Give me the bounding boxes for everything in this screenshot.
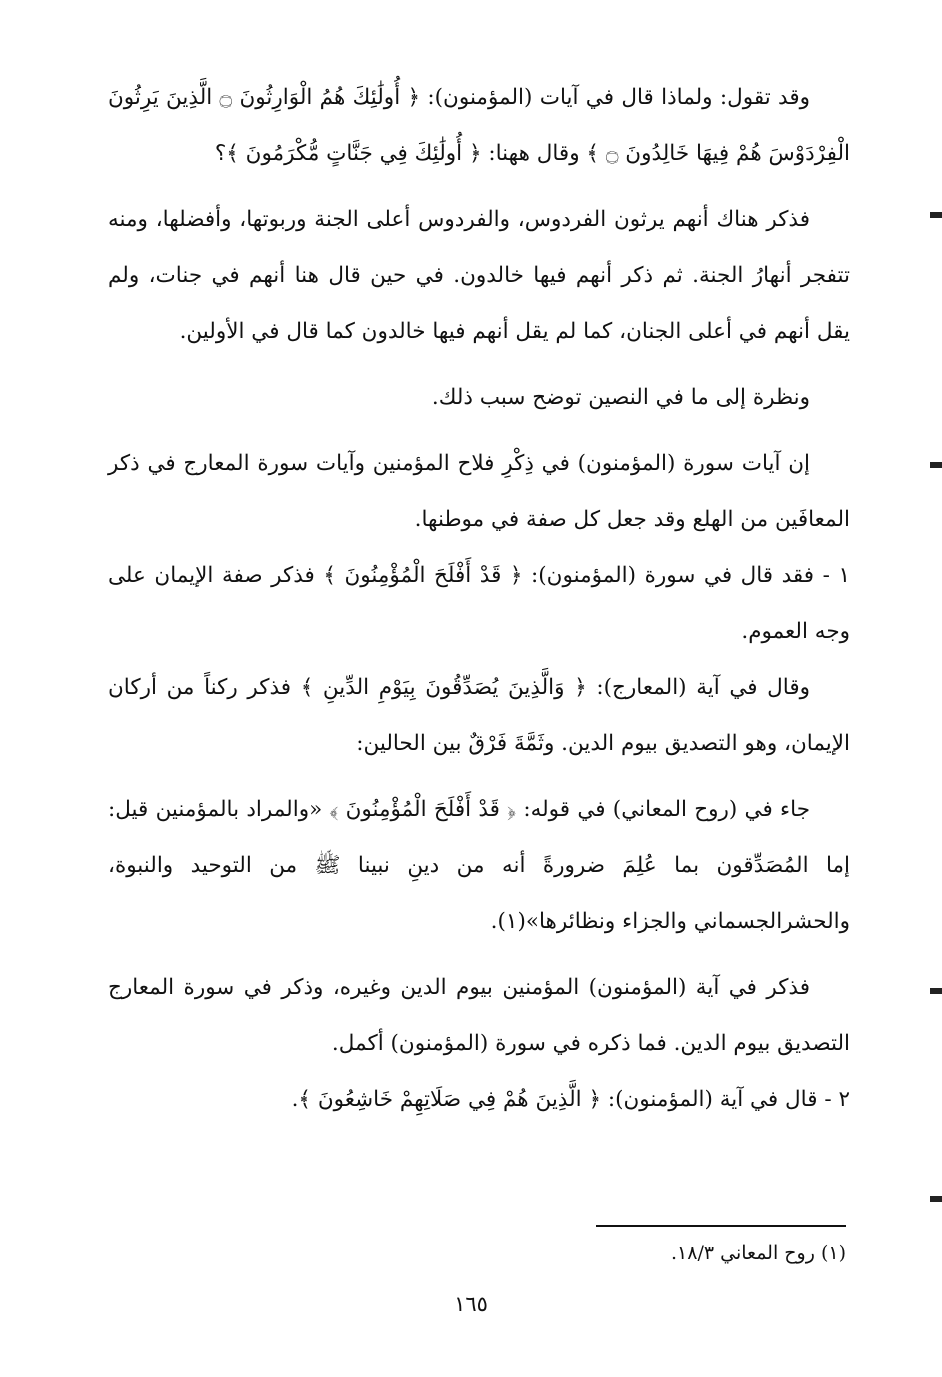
margin-mark [930, 462, 942, 468]
paragraph-8: فذكر في آية (المؤمنون) المؤمنين بيوم الدين وغيره، وذكر في سورة المعارج التصديق بيوم الدين. فما ذكره في سورة (المؤمنون) أكمل. [108, 975, 850, 1056]
page-body [108, 70, 850, 1128]
footnote: (١) روح المعاني ١٨/٣. [671, 1242, 846, 1264]
paragraph-4: إن آيات سورة (المؤمنون) في ذِكْرِ فلاح المؤمنين وآيات سورة المعارج في ذكر المعافَين من الهلع وقد جعل كل صفة في موطنها. [108, 451, 850, 532]
footnote-divider [596, 1225, 846, 1227]
paragraph-9: ٢ - قال في آية (المؤمنون): ﴿ الَّذِينَ هُمْ فِي صَلَاتِهِمْ خَاشِعُونَ ﴾. [291, 1087, 850, 1112]
paragraph-6: وقال في آية (المعارج): ﴿ وَالَّذِينَ يُصَدِّقُونَ بِيَوْمِ الدِّينِ ﴾ فذكر ركناً من أركان الإيمان، وهو التصديق بيوم الدين. وثَمَّةَ فَرْقٌ بين الحالين: [108, 675, 850, 756]
paragraph-7: جاء في (روح المعاني) في قوله: ﴿ قَدْ أَفْلَحَ الْمُؤْمِنُونَ ﴾ «والمراد بالمؤمنين قيل: إما المُصَدِّقون بما عُلِمَ ضرورةً أنه من دينِ نبينا ﷺ من التوحيد والنبوة، والحشرالجسماني والجزاء ونظائرها»(١). [108, 797, 850, 934]
paragraph-1: وقد تقول: ولماذا قال في آيات (المؤمنون): ﴿ أُولَٰئِكَ هُمُ الْوَارِثُونَ ۝ الَّذِينَ يَرِثُونَ الْفِرْدَوْسَ هُمْ فِيهَا خَالِدُونَ ۝ ﴾ وقال ههنا: ﴿ أُولَٰئِكَ فِي جَنَّاتٍ مُّكْرَمُونَ ﴾؟ [108, 85, 850, 166]
margin-mark [930, 1196, 942, 1202]
margin-mark [930, 988, 942, 994]
paragraph-3: ونظرة إلى ما في النصين توضح سبب ذلك. [431, 385, 810, 410]
paragraph-5: ١ - فقد قال في سورة (المؤمنون): ﴿ قَدْ أَفْلَحَ الْمُؤْمِنُونَ ﴾ فذكر صفة الإيمان على وجه العموم. [108, 563, 850, 644]
paragraph-2: فذكر هناك أنهم يرثون الفردوس، والفردوس أعلى الجنة وربوتها، وأفضلها، ومنه تتفجر أنهارُ الجنة. ثم ذكر أنهم فيها خالدون. في حين قال هنا أنهم في جنات، ولم يقل أنهم في أعلى الجنان، كما لم يقل أنهم فيها خالدون كما قال في الأولين. [108, 207, 850, 344]
page-number: ١٦٥ [454, 1292, 488, 1316]
margin-mark [930, 212, 942, 218]
